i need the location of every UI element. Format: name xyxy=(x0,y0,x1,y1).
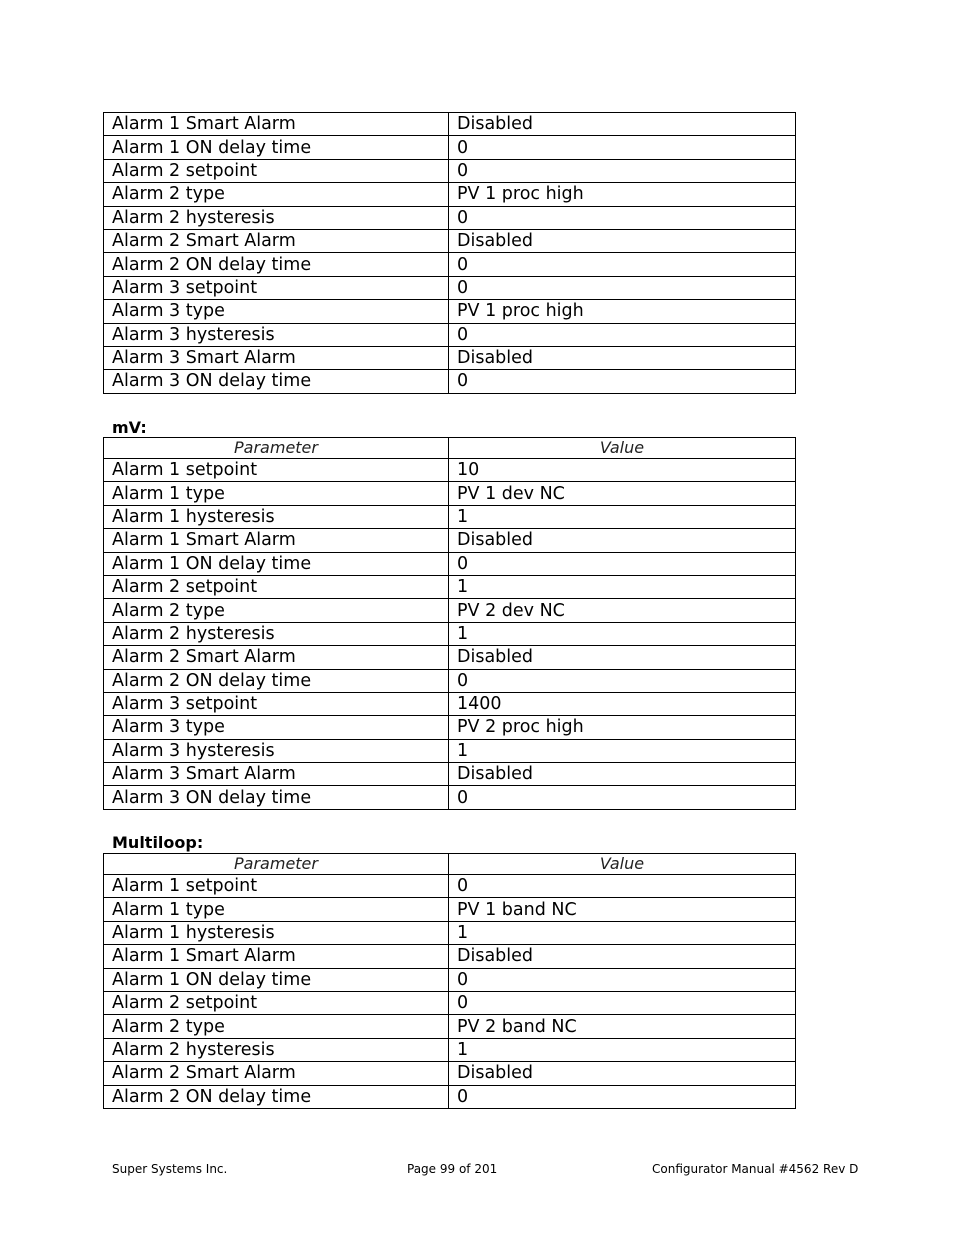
multiloop-section-title: Multiloop: xyxy=(112,833,204,852)
table-row xyxy=(104,206,796,229)
value-cell: 0 xyxy=(449,136,796,159)
parameter-cell: Alarm 2 hysteresis xyxy=(104,1038,449,1061)
table-row xyxy=(104,323,796,346)
parameter-cell: Alarm 2 setpoint xyxy=(104,991,449,1014)
table-row xyxy=(104,921,796,944)
mv-parameter-table xyxy=(103,437,796,810)
parameter-cell: Alarm 3 setpoint xyxy=(104,692,449,715)
table-row xyxy=(104,300,796,323)
footer-company: Super Systems Inc. xyxy=(112,1162,228,1176)
value-cell: 0 xyxy=(449,968,796,991)
table-row xyxy=(104,1015,796,1038)
value-cell: Disabled xyxy=(449,113,796,136)
parameter-cell: Alarm 2 Smart Alarm xyxy=(104,229,449,252)
parameter-cell: Alarm 2 type xyxy=(104,183,449,206)
table-row xyxy=(104,276,796,299)
value-cell: 0 xyxy=(449,669,796,692)
table-row xyxy=(104,622,796,645)
value-cell: 0 xyxy=(449,206,796,229)
value-cell: 0 xyxy=(449,370,796,393)
parameter-cell: Alarm 3 type xyxy=(104,716,449,739)
table-row xyxy=(104,898,796,921)
parameter-column-header: Parameter xyxy=(104,854,449,875)
value-cell: 0 xyxy=(449,1085,796,1108)
parameter-cell: Alarm 2 setpoint xyxy=(104,575,449,598)
value-column-header: Value xyxy=(449,438,796,459)
value-cell: 0 xyxy=(449,323,796,346)
value-cell: 1 xyxy=(449,622,796,645)
table-row xyxy=(104,159,796,182)
multiloop-parameter-table xyxy=(103,853,796,1109)
table-row xyxy=(104,113,796,136)
table-row xyxy=(104,786,796,809)
parameter-cell: Alarm 1 hysteresis xyxy=(104,921,449,944)
table-row xyxy=(104,482,796,505)
value-cell: Disabled xyxy=(449,763,796,786)
parameter-cell: Alarm 3 hysteresis xyxy=(104,739,449,762)
value-cell: PV 1 proc high xyxy=(449,183,796,206)
value-column-header: Value xyxy=(449,854,796,875)
parameter-cell: Alarm 1 ON delay time xyxy=(104,552,449,575)
table-row xyxy=(104,1038,796,1061)
table-row xyxy=(104,229,796,252)
table-row xyxy=(104,183,796,206)
table-row xyxy=(104,253,796,276)
table-row xyxy=(104,575,796,598)
value-cell: PV 1 dev NC xyxy=(449,482,796,505)
table-row xyxy=(104,739,796,762)
parameter-cell: Alarm 1 ON delay time xyxy=(104,968,449,991)
parameter-cell: Alarm 2 hysteresis xyxy=(104,622,449,645)
table-row xyxy=(104,599,796,622)
parameter-cell: Alarm 2 ON delay time xyxy=(104,253,449,276)
parameter-cell: Alarm 1 type xyxy=(104,482,449,505)
table-row xyxy=(104,991,796,1014)
parameter-cell: Alarm 1 Smart Alarm xyxy=(104,113,449,136)
parameter-cell: Alarm 3 setpoint xyxy=(104,276,449,299)
value-cell: Disabled xyxy=(449,1062,796,1085)
table-row xyxy=(104,529,796,552)
table-row xyxy=(104,370,796,393)
value-cell: PV 1 proc high xyxy=(449,300,796,323)
table-row xyxy=(104,763,796,786)
parameter-cell: Alarm 3 hysteresis xyxy=(104,323,449,346)
value-cell: 0 xyxy=(449,253,796,276)
table-row xyxy=(104,875,796,898)
parameter-cell: Alarm 1 setpoint xyxy=(104,459,449,482)
table-row xyxy=(104,346,796,369)
value-cell: 1 xyxy=(449,739,796,762)
value-cell: Disabled xyxy=(449,229,796,252)
footer-page-number: Page 99 of 201 xyxy=(407,1162,498,1176)
table-row xyxy=(104,968,796,991)
parameter-cell: Alarm 2 type xyxy=(104,1015,449,1038)
value-cell: Disabled xyxy=(449,646,796,669)
table-row xyxy=(104,646,796,669)
table-row xyxy=(104,669,796,692)
parameter-cell: Alarm 2 hysteresis xyxy=(104,206,449,229)
parameter-cell: Alarm 2 ON delay time xyxy=(104,669,449,692)
value-cell: PV 2 dev NC xyxy=(449,599,796,622)
value-cell: 1400 xyxy=(449,692,796,715)
parameter-cell: Alarm 2 Smart Alarm xyxy=(104,646,449,669)
table-row xyxy=(104,552,796,575)
table-row xyxy=(104,716,796,739)
table-row xyxy=(104,505,796,528)
alarm-continuation-table xyxy=(103,112,796,394)
table-row xyxy=(104,692,796,715)
value-cell: 0 xyxy=(449,786,796,809)
footer-manual-id: Configurator Manual #4562 Rev D xyxy=(652,1162,859,1176)
value-cell: PV 2 band NC xyxy=(449,1015,796,1038)
value-cell: 0 xyxy=(449,552,796,575)
table-row xyxy=(104,136,796,159)
value-cell: Disabled xyxy=(449,529,796,552)
parameter-cell: Alarm 2 ON delay time xyxy=(104,1085,449,1108)
parameter-cell: Alarm 1 hysteresis xyxy=(104,505,449,528)
parameter-column-header: Parameter xyxy=(104,438,449,459)
value-cell: Disabled xyxy=(449,346,796,369)
table-header-row xyxy=(104,438,796,459)
parameter-cell: Alarm 1 Smart Alarm xyxy=(104,529,449,552)
value-cell: 0 xyxy=(449,276,796,299)
value-cell: 0 xyxy=(449,991,796,1014)
table-row xyxy=(104,1062,796,1085)
parameter-cell: Alarm 2 setpoint xyxy=(104,159,449,182)
parameter-cell: Alarm 2 type xyxy=(104,599,449,622)
table-row xyxy=(104,1085,796,1108)
value-cell: 0 xyxy=(449,875,796,898)
parameter-cell: Alarm 2 Smart Alarm xyxy=(104,1062,449,1085)
parameter-cell: Alarm 1 ON delay time xyxy=(104,136,449,159)
table-row xyxy=(104,459,796,482)
mv-section-title: mV: xyxy=(112,418,147,437)
value-cell: 1 xyxy=(449,505,796,528)
parameter-cell: Alarm 1 Smart Alarm xyxy=(104,945,449,968)
table-row xyxy=(104,945,796,968)
table-header-row xyxy=(104,854,796,875)
value-cell: 10 xyxy=(449,459,796,482)
parameter-cell: Alarm 3 ON delay time xyxy=(104,370,449,393)
parameter-cell: Alarm 3 Smart Alarm xyxy=(104,763,449,786)
parameter-cell: Alarm 1 setpoint xyxy=(104,875,449,898)
value-cell: 1 xyxy=(449,921,796,944)
value-cell: 1 xyxy=(449,575,796,598)
value-cell: PV 1 band NC xyxy=(449,898,796,921)
parameter-cell: Alarm 3 ON delay time xyxy=(104,786,449,809)
value-cell: Disabled xyxy=(449,945,796,968)
parameter-cell: Alarm 3 Smart Alarm xyxy=(104,346,449,369)
value-cell: 0 xyxy=(449,159,796,182)
value-cell: 1 xyxy=(449,1038,796,1061)
value-cell: PV 2 proc high xyxy=(449,716,796,739)
parameter-cell: Alarm 1 type xyxy=(104,898,449,921)
parameter-cell: Alarm 3 type xyxy=(104,300,449,323)
